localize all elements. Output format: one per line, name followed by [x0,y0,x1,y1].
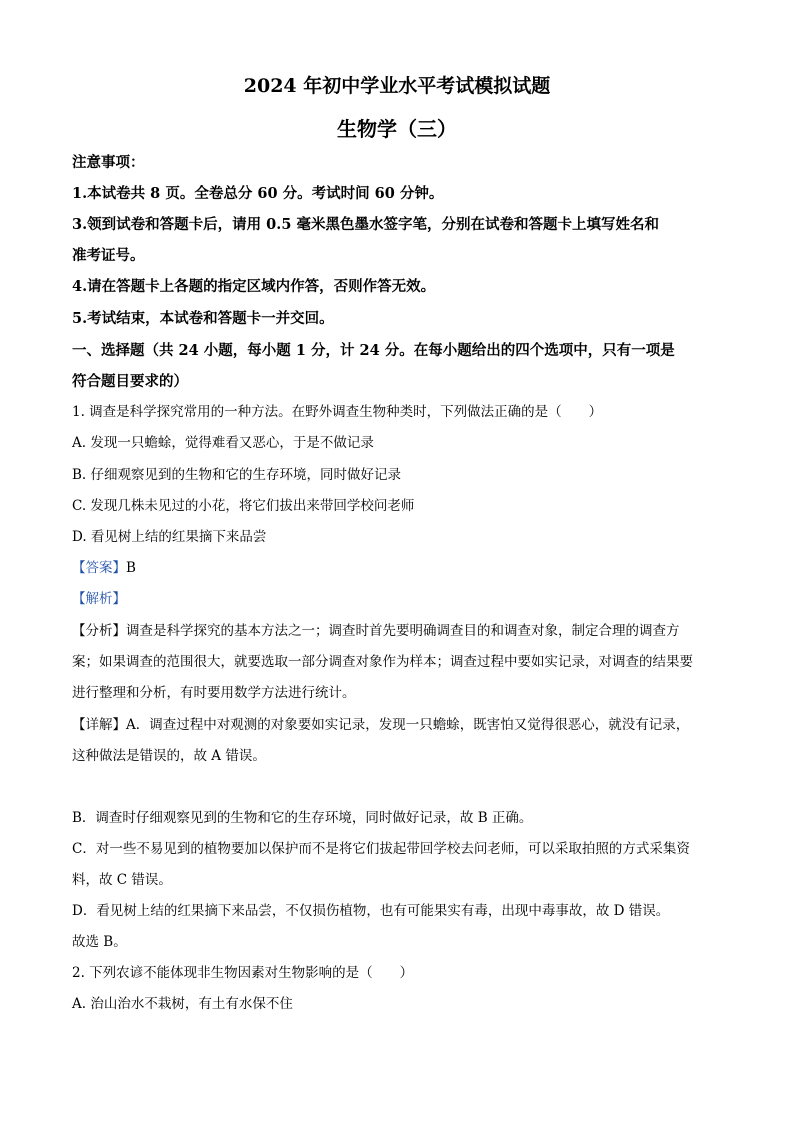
question-2-stem: 2. 下列农谚不能体现非生物因素对生物影响的是（ ） [72,965,414,981]
question-2-option-a: A. 治山治水不栽树，有土有水保不住 [72,996,293,1012]
question-1-option-b: B. 仔细观察见到的生物和它的生存环境，同时做好记录 [72,467,402,483]
exam-subtitle: 生物学（三） [337,117,457,141]
section-heading-cont: 符合题目要求的） [72,373,188,390]
conclusion-line: 故选 B。 [72,934,127,950]
analysis-tag: 【解析】 [72,591,126,607]
notice-item: 5.考试结束，本试卷和答题卡一并交回。 [72,310,334,327]
notice-heading: 注意事项： [72,154,145,171]
exam-title: 2024 年初中学业水平考试模拟试题 [243,75,551,97]
notice-item: 1.本试卷共 8 页。全卷总分 60 分。考试时间 60 分钟。 [72,185,444,202]
detail-line: C．对一些不易见到的植物要加以保护而不是将它们拔起带回学校去问老师，可以采取拍照的方式采集资 [72,841,690,857]
notice-item: 4.请在答题卡上各题的指定区域内作答，否则作答无效。 [72,278,436,295]
question-1-option-d: D. 看见树上结的红果摘下来品尝 [72,529,267,545]
detail-line: 料，故 C 错误。 [72,872,172,888]
xiangjie-text: 这种做法是错误的，故 A 错误。 [72,748,266,764]
fenxi-text: 调查是科学探究的基本方法之一；调查时首先要明确调查目的和调查对象，制定合理的调查方 [126,623,680,639]
answer-value: B [126,560,136,576]
answer-tag: 【答案】 [72,560,126,576]
question-1-option-a: A. 发现一只蟾蜍，觉得难看又恶心，于是不做记录 [72,435,374,451]
notice-item: 准考证号。 [72,247,145,264]
section-heading: 一、选择题（共 24 小题，每小题 1 分，计 24 分。在每小题给出的四个选项中，只有一项是 [72,342,675,359]
xiangjie-tag: 【详解】 [72,717,126,733]
question-1-option-c: C. 发现几株未见过的小花，将它们拔出来带回学校问老师 [72,498,415,514]
question-1-stem: 1. 调查是科学探究常用的一种方法。在野外调查生物种类时，下列做法正确的是（ ） [72,404,603,420]
detail-line: D．看见树上结的红果摘下来品尝，不仅损伤植物，也有可能果实有毒，出现中毒事故，故 D 错误。 [72,903,670,919]
notice-item: 3.领到试卷和答题卡后，请用 0.5 毫米黑色墨水签字笔，分别在试卷和答题卡上填写姓名和 [72,216,659,233]
detail-line: B．调查时仔细观察见到的生物和它的生存环境，同时做好记录，故 B 正确。 [72,810,533,826]
xiangjie-text: A．调查过程中对观测的对象要如实记录，发现一只蟾蜍，既害怕又觉得很恶心，就没有记录， [126,717,690,733]
xiangjie-paragraph [72,713,689,733]
fenxi-text: 进行整理和分析，有时要用数学方法进行统计。 [72,685,356,701]
answer-line [72,556,136,576]
fenxi-paragraph [72,619,680,639]
fenxi-text: 案；如果调查的范围很大，就要选取一部分调查对象作为样本；调查过程中要如实记录，对调查的结果要 [72,654,693,670]
fenxi-tag: 【分析】 [72,623,126,639]
